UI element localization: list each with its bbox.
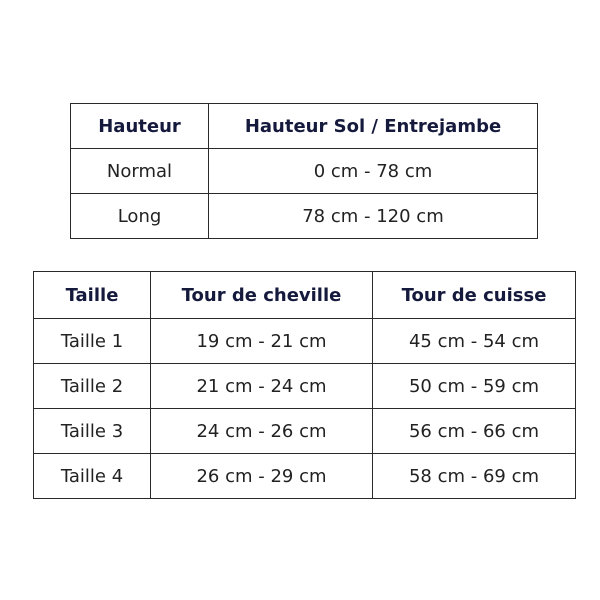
size-label-cell: Taille 3 [34, 409, 151, 454]
thigh-range-cell: 45 cm - 54 cm [373, 319, 576, 364]
thigh-range-cell: 56 cm - 66 cm [373, 409, 576, 454]
table-row [71, 149, 538, 194]
size-table-header-row [34, 272, 576, 319]
ankle-range-cell: 24 cm - 26 cm [151, 409, 373, 454]
thigh-range-cell: 58 cm - 69 cm [373, 454, 576, 499]
size-label-cell: Taille 2 [34, 364, 151, 409]
ankle-range-cell: 21 cm - 24 cm [151, 364, 373, 409]
header-hauteur-sol-entrejambe: Hauteur Sol / Entrejambe [209, 104, 538, 149]
height-type-cell: Long [71, 194, 209, 239]
height-table [70, 103, 538, 239]
header-taille: Taille [34, 272, 151, 319]
size-table [33, 271, 576, 499]
height-table-header-row [71, 104, 538, 149]
table-row [34, 409, 576, 454]
table-row [71, 194, 538, 239]
table-row [34, 364, 576, 409]
ankle-range-cell: 19 cm - 21 cm [151, 319, 373, 364]
size-label-cell: Taille 4 [34, 454, 151, 499]
header-tour-de-cuisse: Tour de cuisse [373, 272, 576, 319]
height-range-cell: 78 cm - 120 cm [209, 194, 538, 239]
height-type-cell: Normal [71, 149, 209, 194]
thigh-range-cell: 50 cm - 59 cm [373, 364, 576, 409]
height-range-cell: 0 cm - 78 cm [209, 149, 538, 194]
table-row [34, 454, 576, 499]
table-row [34, 319, 576, 364]
ankle-range-cell: 26 cm - 29 cm [151, 454, 373, 499]
header-tour-de-cheville: Tour de cheville [151, 272, 373, 319]
header-hauteur: Hauteur [71, 104, 209, 149]
size-label-cell: Taille 1 [34, 319, 151, 364]
